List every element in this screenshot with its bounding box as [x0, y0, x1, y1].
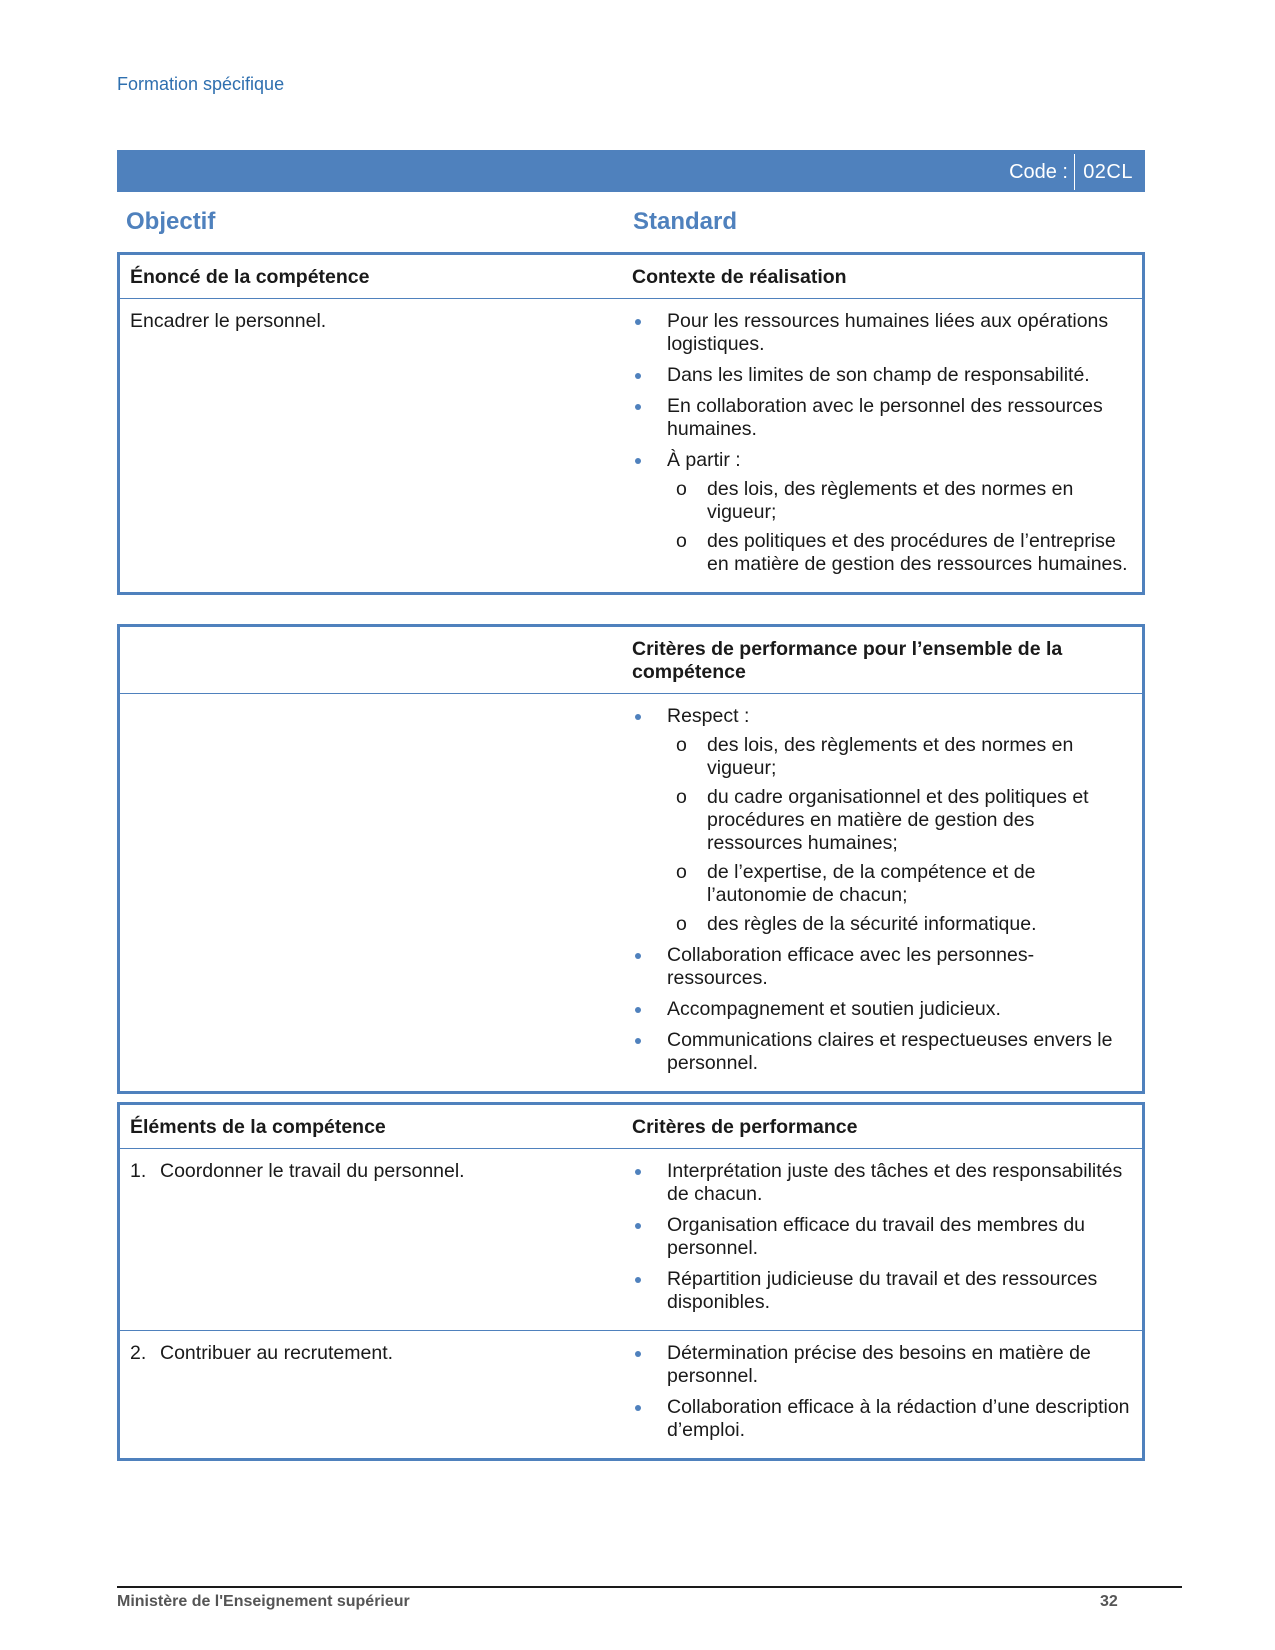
list-item	[632, 1214, 1132, 1260]
list-item	[632, 395, 1132, 441]
criteria-cell	[632, 1149, 1142, 1330]
sub-bullet: o	[676, 530, 687, 552]
table-row	[120, 298, 1142, 592]
sub-bullet: o	[676, 734, 687, 756]
sub-list-item	[667, 478, 1132, 524]
list-item-text: Détermination précise des besoins en matière de personnel.	[667, 1342, 1091, 1387]
element-number: 2.	[130, 1342, 147, 1364]
table-header-row	[120, 255, 1142, 298]
standard-heading: Standard	[633, 208, 738, 235]
list-item-text: Collaboration efficace à la rédaction d’une description d’emploi.	[667, 1396, 1130, 1441]
list-item-text: Interprétation juste des tâches et des responsabilités de chacun.	[667, 1160, 1123, 1205]
table-row	[120, 1330, 1142, 1458]
sub-list-item-text: des lois, des règlements et des normes en vigueur;	[707, 478, 1074, 523]
table-header-row	[120, 627, 1142, 693]
page-number: 32	[1100, 1593, 1118, 1610]
context-list	[632, 310, 1132, 576]
sub-list-item-text: des règles de la sécurité informatique.	[707, 913, 1037, 935]
element-cell	[120, 1149, 632, 1330]
list-item	[632, 1029, 1132, 1075]
code-value: 02CL	[1083, 161, 1133, 183]
list-item	[632, 1160, 1132, 1206]
sub-list-item-text: de l’expertise, de la compétence et de l’autonomie de chacun;	[707, 861, 1036, 906]
list-item-text: Répartition judicieuse du travail et des ressources disponibles.	[667, 1268, 1098, 1313]
list-item	[632, 449, 1132, 576]
list-item	[632, 1342, 1132, 1388]
table-overall-criteria	[117, 624, 1145, 1094]
competence-statement: Encadrer le personnel.	[130, 310, 327, 332]
sub-list-item	[667, 530, 1132, 576]
table-row	[120, 693, 1142, 1091]
list-item-text: Respect :	[667, 705, 750, 727]
sub-bullet: o	[676, 861, 687, 883]
numbered-element	[130, 1160, 622, 1183]
list-item-text: Dans les limites de son champ de responsabilité.	[667, 364, 1090, 386]
overall-criteria-cell	[632, 694, 1142, 1091]
list-item	[632, 1396, 1132, 1442]
sub-list-item	[667, 786, 1132, 855]
list-item-text: Organisation efficace du travail des membres du personnel.	[667, 1214, 1086, 1259]
code-label: Code :	[1009, 161, 1068, 183]
objective-heading: Objectif	[126, 208, 216, 235]
list-item-text: Communications claires et respectueuses envers le personnel.	[667, 1029, 1113, 1074]
criteria-list	[632, 1160, 1132, 1314]
sub-list	[667, 478, 1132, 576]
criteria-list	[632, 705, 1132, 1075]
empty-header	[120, 627, 632, 693]
footer-ministry: Ministère de l'Enseignement supérieur	[117, 1593, 410, 1610]
element-number: 1.	[130, 1160, 147, 1182]
table-row	[120, 1148, 1142, 1330]
elements-header: Éléments de la compétence	[130, 1116, 386, 1138]
sub-list-item	[667, 913, 1132, 936]
context-cell	[632, 299, 1142, 592]
table-header-row	[120, 1105, 1142, 1148]
sub-list-item-text: du cadre organisationnel et des politiques et procédures en matière de gestion des ressources humaines;	[707, 786, 1089, 854]
sub-bullet: o	[676, 786, 687, 808]
list-item	[632, 1268, 1132, 1314]
sub-list-item-text: des politiques et des procédures de l’entreprise en matière de gestion des ressources humaines.	[707, 530, 1128, 575]
numbered-element	[130, 1342, 622, 1365]
table-competence-elements	[117, 1102, 1145, 1461]
list-item-text: Pour les ressources humaines liées aux opérations logistiques.	[667, 310, 1109, 355]
list-item	[632, 364, 1132, 387]
element-cell	[120, 1331, 632, 1458]
list-item-text: Accompagnement et soutien judicieux.	[667, 998, 1001, 1020]
element-text: Contribuer au recrutement.	[160, 1342, 394, 1364]
empty-cell	[120, 694, 632, 1091]
list-item	[632, 310, 1132, 356]
sub-list-item	[667, 861, 1132, 907]
code-separator	[1074, 154, 1075, 190]
list-item	[632, 705, 1132, 936]
code-bar	[117, 150, 1145, 192]
statement-header: Énoncé de la compétence	[130, 266, 370, 288]
list-item-text: En collaboration avec le personnel des ressources humaines.	[667, 395, 1103, 440]
footer-rule	[117, 1586, 1182, 1588]
overall-criteria-header: Critères de performance pour l’ensemble de la compétence	[632, 638, 1063, 683]
criteria-list	[632, 1342, 1132, 1442]
sub-list-item-text: des lois, des règlements et des normes en vigueur;	[707, 734, 1074, 779]
sub-list	[667, 734, 1132, 936]
performance-criteria-header: Critères de performance	[632, 1116, 858, 1138]
document-section-label: Formation spécifique	[117, 74, 285, 94]
sub-bullet: o	[676, 478, 687, 500]
list-item-text: À partir :	[667, 449, 741, 471]
sub-list-item	[667, 734, 1132, 780]
criteria-cell	[632, 1331, 1142, 1458]
list-item-text: Collaboration efficace avec les personnes-ressources.	[667, 944, 1035, 989]
list-item	[632, 944, 1132, 990]
context-header: Contexte de réalisation	[632, 266, 847, 288]
list-item	[632, 998, 1132, 1021]
table-competence-statement	[117, 252, 1145, 595]
sub-bullet: o	[676, 913, 687, 935]
element-text: Coordonner le travail du personnel.	[160, 1160, 465, 1182]
